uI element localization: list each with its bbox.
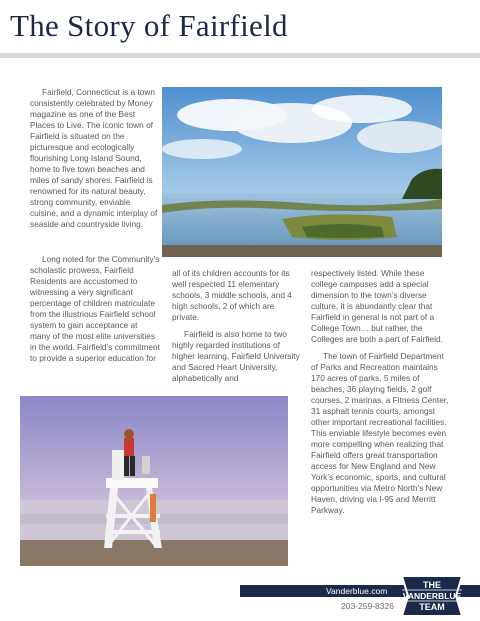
lifeguard-stand-photo: [20, 396, 288, 566]
column-two: [172, 268, 300, 384]
logo-line-2: VANDERBLUE: [402, 591, 462, 601]
universities-paragraph: Fairfield is also home to two highly regarded institutions of higher learning, Fairfield University and Sacred Heart University, alphabetically and: [172, 329, 300, 383]
recreation-paragraph: The town of Fairfield Department of Parks and Recreation maintains 170 acres of parks, 5 miles of beaches, 36 playing fields, 2 golf courses, 2 marinas, a Fitness Center, 31 asphalt tennis courts, amongst other important recreational facilities. This enviable lifestyle becomes even more compelling when realizing that Fairfield offers great transportation access for New England and New York’s economic, sports, and cultural opportunities via Metro North’s New Haven, driving via I-95 and Merritt Parkway.: [311, 351, 449, 515]
marsh-photo: [162, 87, 442, 257]
schools-paragraph-continued: all of its children accounts for its well respected 11 elementary schools, 3 middle schools, and 4 high schools, 2 of which are private.: [172, 268, 292, 322]
intro-paragraph: Fairfield, Connecticut is a town consistently celebrated by Money magazine as one of the Best Places to Live. The iconic town of Fairfield is situated on the picturesque and ecologically flourishing Long Island Sound, home to five town beaches and miles of sandy shores. Fairfield is renowned for its natural beauty, strong community, enviable cuisine, and a dynamic interplay of seaside and countryside living.: [30, 87, 158, 229]
schools-paragraph: Long noted for the Community’s scholastic prowess, Fairfield Residents are accustomed to witnessing a very significant percentage of children matriculate from the illustrious Fairfield school system to gain acceptance at many of the most elite universities in the world. Fairfield’s commitment to provide a superior education for: [30, 254, 160, 363]
footer-phone: 203-259-8326: [341, 601, 394, 611]
title-divider: [0, 53, 480, 58]
logo-line-1: THE: [423, 580, 441, 590]
column-three: [311, 268, 449, 516]
footer-website-link[interactable]: Vanderblue.com: [326, 586, 388, 596]
universities-paragraph-continued: respectively listed. While these college campuses add a special dimension to the town’s diverse culture, it is abundantly clear that Fairfield in general is not part of a College Town… but rather, the Colleges are both a part of Fairfield.: [311, 268, 443, 344]
logo-line-3: TEAM: [419, 602, 445, 612]
vanderblue-team-logo: [396, 574, 468, 618]
page-title: The Story of Fairfield: [10, 8, 288, 43]
